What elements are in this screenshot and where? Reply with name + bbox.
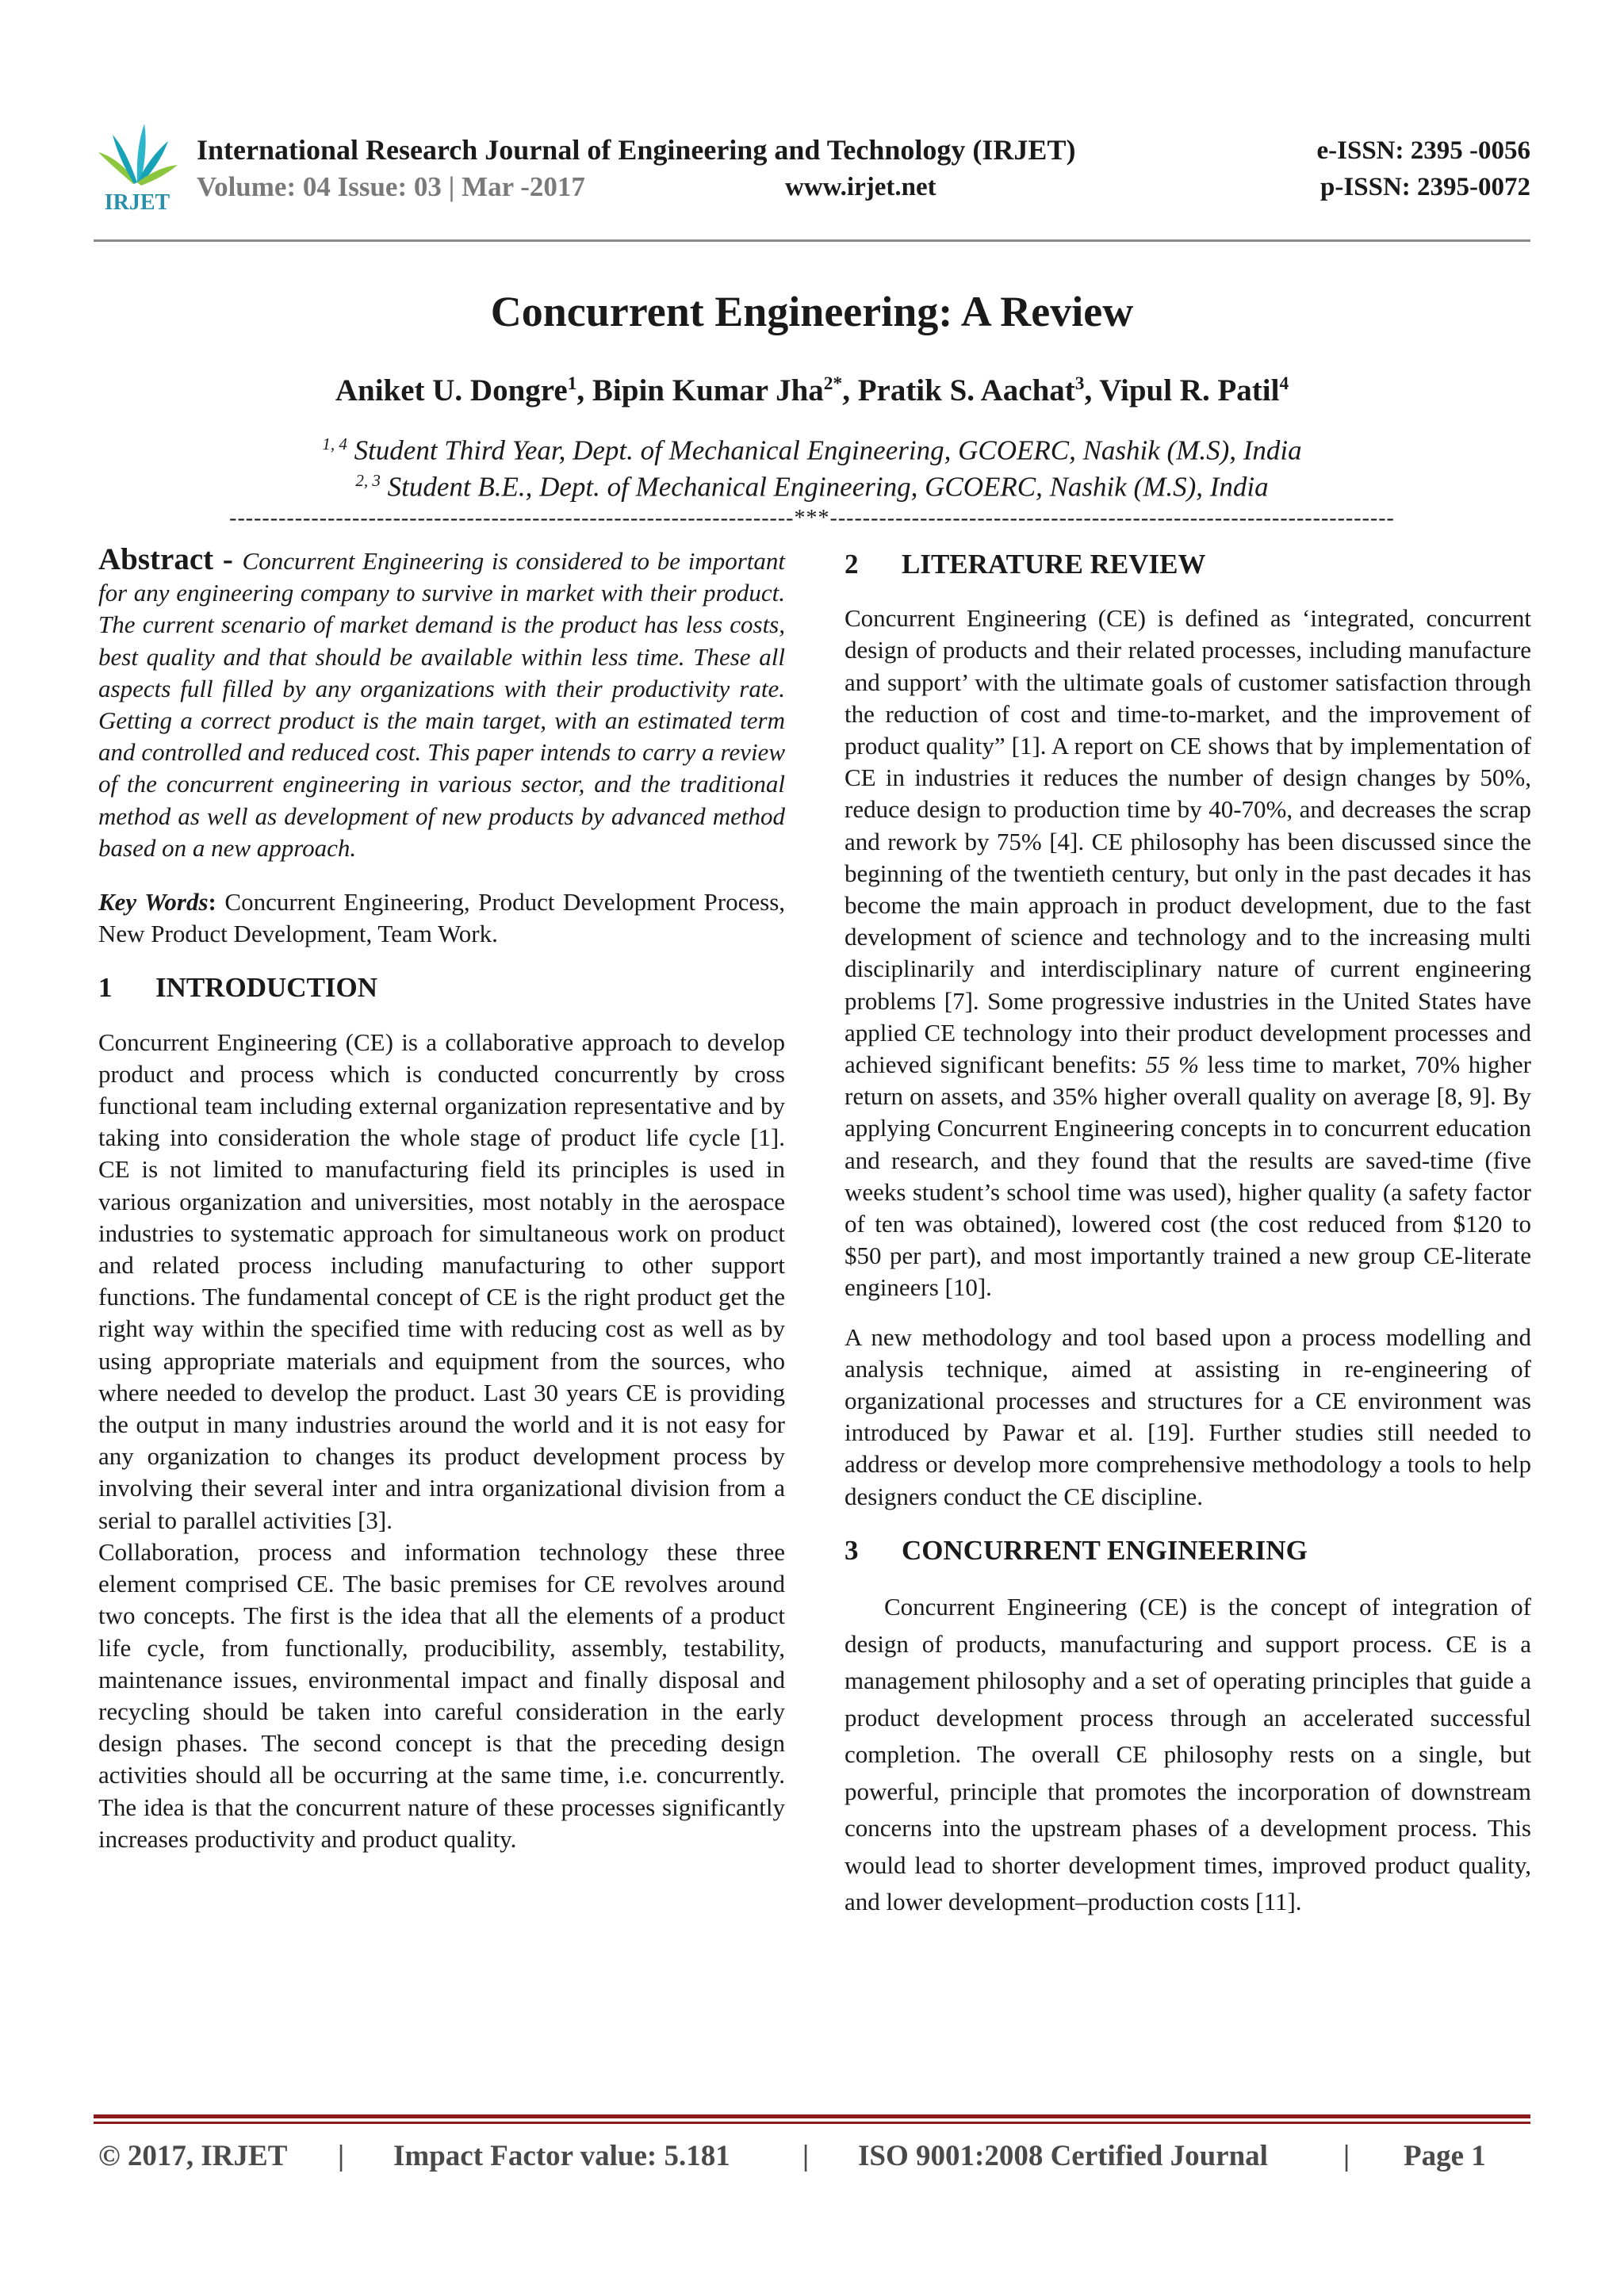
header-rule <box>94 239 1530 242</box>
author-4-sup: 4 <box>1279 373 1289 394</box>
keywords <box>98 886 785 950</box>
section-heading-concurrent-engineering <box>845 1535 1531 1567</box>
irjet-logo-icon <box>94 117 181 214</box>
author-list <box>0 373 1624 408</box>
journal-title: International Research Journal of Engineering and Technology (IRJET) <box>197 134 1076 166</box>
author-3: Pratik S. Aachat <box>857 373 1075 408</box>
irjet-logo <box>94 117 181 214</box>
footer-impact-factor: Impact Factor value: 5.181 <box>393 2140 730 2172</box>
affiliation-2 <box>0 471 1624 503</box>
introduction-paragraph-1: Concurrent Engineering (CE) is a collaborative approach to develop product and process which is conducted concurrently by cross functional team including external organization representative and by taking into consideration the whole stage of product life cycle [1]. CE is not limited to manufacturing field its principles is used in various organization and universities, most notably in the aerospace industries to systematic approach for simultaneous work on product and related process including manufacturing to other support functions. The fundamental concept of CE is the right product get the right way within the specified time with reducing cost as well as by using appropriate materials and equipment from the sources, who where needed to develop the product. Last 30 years CE is providing the output in many industries around the world and it is not easy for any organization to changes its product development process by involving their several inter and intra organizational division from a serial to parallel activities [3]. <box>98 1027 785 1534</box>
section-title: INTRODUCTION <box>155 972 378 1004</box>
affiliation-1-text: Student Third Year, Dept. of Mechanical Engineering, GCOERC, Nashik (M.S), India <box>347 434 1302 466</box>
affiliation-1-sup: 1, 4 <box>322 434 347 453</box>
author-1: Aniket U. Dongre <box>335 373 568 408</box>
right-column <box>845 549 1531 1921</box>
affiliation-1 <box>0 434 1624 467</box>
keywords-heading: Key Words <box>98 888 209 916</box>
literature-emphasis: 55 % <box>1145 1050 1199 1079</box>
title-separator: ---------------------------------------------------------------------***--------------------------------------------------------------------- <box>229 506 1395 530</box>
abstract-text: Concurrent Engineering is considered to be important for any engineering company to survive in market with their product. The current scenario of market demand is the product has less costs, best quality and that should be available within less time. These all aspects full filled by any organizations with their productivity rate. Getting a correct product is the main target, with an estimated term and controlled and reduced cost. This paper intends to carry a review of the concurrent engineering in various sector, and the traditional method as well as development of new products by advanced method based on a new approach. <box>98 547 785 862</box>
section-title: CONCURRENT ENGINEERING <box>902 1534 1308 1566</box>
keywords-colon: : <box>208 888 225 916</box>
abstract-heading: Abstract - <box>98 542 243 576</box>
footer-rule <box>94 2122 1530 2124</box>
section-number: 2 <box>845 549 859 580</box>
author-3-sup: 3 <box>1074 373 1085 394</box>
logo-text: IRJET <box>104 190 170 214</box>
author-1-sup: 1 <box>567 373 577 394</box>
author-4: Vipul R. Patil <box>1099 373 1280 408</box>
abstract <box>98 544 785 864</box>
author-sep: , <box>1084 373 1100 408</box>
footer-rule <box>94 2114 1530 2118</box>
section-title: LITERATURE REVIEW <box>902 549 1206 580</box>
author-sep: , <box>842 373 858 408</box>
introduction-paragraph-2: Collaboration, process and information technology these three element comprised CE. The basic premises for CE revolves around two concepts. The first is the idea that all the elements of a product life cycle, from functionally, producibility, assembly, testability, maintenance issues, environmental impact and finally disposal and recycling should be taken into careful consideration in the early design phases. The second concept is that the preceding design activities should all be occurring at the same time, i.e. concurrently. The idea is that the concurrent nature of these processes significantly increases productivity and product quality. <box>98 1537 785 1853</box>
footer-divider: | <box>1343 2140 1350 2172</box>
footer-copyright: © 2017, IRJET <box>98 2140 288 2172</box>
section-heading-literature-review <box>845 549 1531 580</box>
section-number: 3 <box>845 1534 859 1566</box>
footer-iso: ISO 9001:2008 Certified Journal <box>858 2140 1268 2172</box>
literature-paragraph-1 <box>845 603 1531 1303</box>
e-issn: e-ISSN: 2395 -0056 <box>1316 136 1530 165</box>
p-issn: p-ISSN: 2395-0072 <box>1320 173 1530 201</box>
literature-paragraph-2: A new methodology and tool based upon a process modelling and analysis technique, aimed at assisting in re-engineering of organizational processes and structures for a CE environment was introduced by Pawar et al. [19]. Further studies still needed to address or develop more comprehensive methodology a tools to help designers conduct the CE discipline. <box>845 1322 1531 1510</box>
left-column <box>98 544 785 1855</box>
footer-page-number: Page 1 <box>1404 2140 1486 2172</box>
journal-website-link[interactable]: www.irjet.net <box>785 173 936 201</box>
footer-divider: | <box>802 2140 810 2172</box>
literature-text-a: Concurrent Engineering (CE) is defined as ‘integrated, concurrent design of products and their related processes, including manufacture and support’ with the ultimate goals of customer satisfaction through the reduction of cost and time-to-market, and the improvement of product quality” [1]. A report on CE shows that by implementation of CE in industries it reduces the number of design changes by 50%, reduce design to production time by 40-70%, and decreases the scrap and rework by 75% [4]. CE philosophy has been discussed since the beginning of the twentieth century, but only in the past decades it has become the main approach in product development, due to the fast development of science and technology and to the increasing multi disciplinarily and interdisciplinary nature of current engineering problems [7]. Some progressive industries in the United States have applied CE technology into their product development processes and achieved significant benefits: <box>845 604 1531 1079</box>
volume-issue: Volume: 04 Issue: 03 | Mar -2017 <box>197 171 585 202</box>
keywords-text: Concurrent Engineering, Product Development Process, New Product Development, Team Work. <box>98 888 786 948</box>
concurrent-engineering-paragraph: Concurrent Engineering (CE) is the concept of integration of design of products, manufacturing and support process. CE is a management philosophy and a set of operating principles that guide a product development process through an accelerated successful completion. The overall CE philosophy rests on a single, but powerful, principle that promotes the incorporation of downstream concerns into the upstream phases of a development process. This would lead to shorter development times, improved product quality, and lower development–production costs [11]. <box>845 1593 1531 1916</box>
affiliation-2-text: Student B.E., Dept. of Mechanical Engineering, GCOERC, Nashik (M.S), India <box>380 471 1269 503</box>
literature-text-b: less time to market, 70% higher return on assets, and 35% higher overall quality on average [8, 9]. By applying Concurrent Engineering concepts in to concurrent education and research, and they found that the results are saved-time (five weeks student’s school time was used), higher quality (a safety factor of ten was obtained), lowered cost (the cost reduced from $120 to $50 per part), and most importantly trained a new group CE-literate engineers [10]. <box>845 1050 1531 1302</box>
section-heading-introduction <box>98 972 785 1004</box>
paper-title: Concurrent Engineering: A Review <box>490 288 1134 335</box>
author-2: Bipin Kumar Jha <box>592 373 824 408</box>
author-2-sup: 2* <box>823 373 843 394</box>
footer-divider: | <box>338 2140 345 2172</box>
author-sep: , <box>576 373 592 408</box>
affiliation-2-sup: 2, 3 <box>355 471 381 490</box>
section-number: 1 <box>98 972 113 1004</box>
